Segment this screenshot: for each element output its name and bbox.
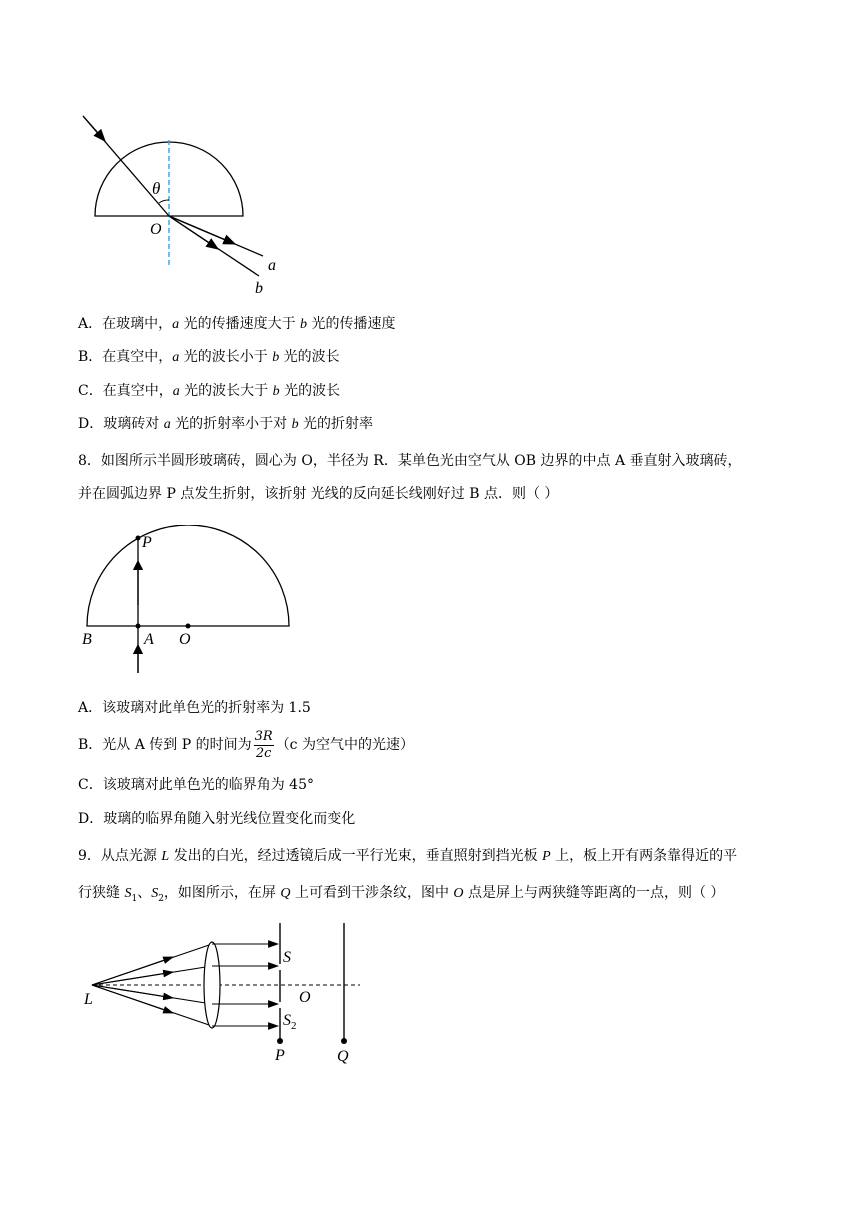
point-A	[136, 624, 141, 629]
q9-stem-line1: 9．从点光源 L 发出的白光，经过透镜后成一平行光束，垂直照射到挡光板 P 上，板上开有两条靠得近的平	[78, 848, 738, 864]
q8-option-a: A．该玻璃对此单色光的折射率为 1.5	[78, 700, 311, 716]
label-A: A	[144, 631, 154, 648]
q8-figure	[78, 525, 298, 680]
label-O: O	[179, 631, 191, 648]
semicircle-outline	[87, 525, 289, 626]
q7-figure	[78, 110, 308, 300]
q8-stem-line2: 并在圆弧边界 P 点发生折射，该折射 光线的反向延长线刚好过 B 点．则（ ）	[78, 486, 559, 502]
q7-option-a: A．在玻璃中，a 光的传播速度大于 b 光的传播速度	[78, 316, 396, 332]
angle-arc	[159, 200, 169, 203]
ray-3-arrow	[92, 985, 173, 998]
q7-option-d: D．玻璃砖对 a 光的折射率小于对 b 光的折射率	[78, 416, 374, 432]
point-P	[136, 536, 141, 541]
label-theta: θ	[152, 179, 161, 198]
fraction: $\frac{3R}{2c}$	[254, 728, 273, 761]
label-P: P	[142, 534, 152, 551]
incident-arrow	[83, 116, 105, 141]
ray-a-arrow	[169, 216, 235, 244]
label-L: L	[84, 991, 93, 1008]
ray-2-arrow	[92, 972, 173, 985]
q8-option-c: C．该玻璃对此单色光的临界角为 45°	[78, 777, 314, 793]
q8-option-d: D．玻璃的临界角随入射光线位置变化而变化	[78, 811, 356, 827]
ray-4-arrow	[92, 985, 173, 1013]
q8-stem-line1: 8．如图所示半圆形玻璃砖，圆心为 O，半径为 R．某单色光由空气从 OB 边界的中点 A 垂直射入玻璃砖，	[78, 453, 742, 469]
label-P: P	[275, 1047, 285, 1064]
ray-b-arrow	[169, 216, 218, 249]
label-O: O	[150, 221, 162, 238]
q9-figure	[78, 918, 378, 1068]
q9-stem-line2: 行狭缝 $S_1$、$S_2$，如图所示，在屏 Q 上可看到干涉条纹，图中 O 点是屏上与两狭缝等距离的一点，则（ ）	[78, 885, 725, 904]
ray-1-arrow	[92, 957, 173, 985]
point-P	[277, 1038, 283, 1044]
label-S: S	[283, 949, 291, 966]
label-a: a	[268, 257, 276, 274]
label-O: O	[299, 989, 311, 1006]
point-Q	[341, 1038, 347, 1044]
lens	[204, 942, 220, 1028]
q7-option-c: C．在真空中，a 光的波长大于 b 光的波长	[78, 383, 341, 399]
q8-option-b: B．光从 A 传到 P 的时间为 $\frac{3R}{2c}$ （c 为空气中的光速）	[78, 728, 414, 761]
label-Q: Q	[337, 1048, 349, 1065]
label-B: B	[82, 631, 92, 648]
label-S2: $S_2$	[283, 1012, 297, 1032]
q7-option-b: B．在真空中，a 光的波长小于 b 光的波长	[78, 349, 340, 365]
label-b: b	[255, 280, 263, 297]
point-O	[186, 624, 191, 629]
